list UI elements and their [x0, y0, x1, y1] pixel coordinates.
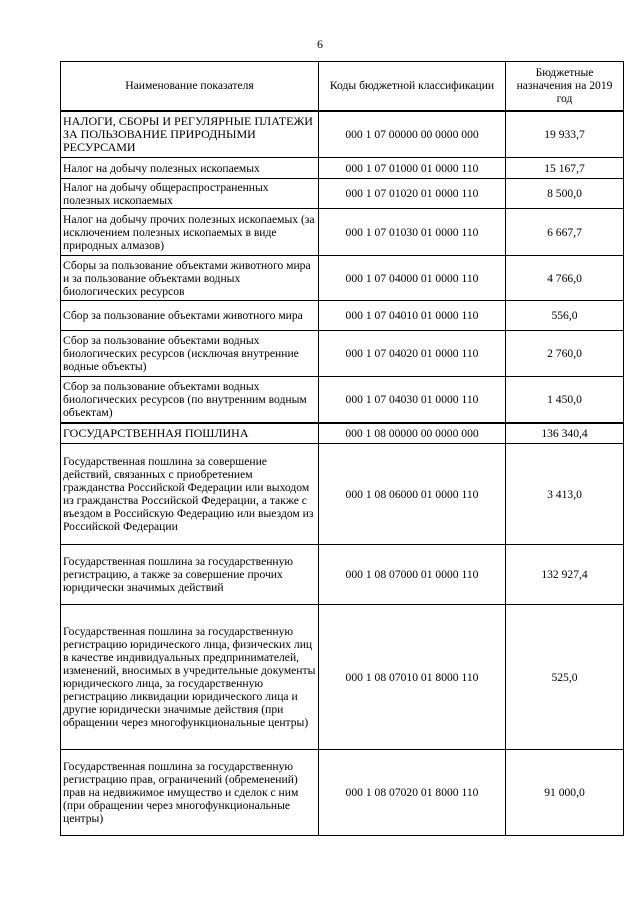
table-row	[61, 158, 624, 179]
row-code: 000 1 08 06000 01 0000 110	[319, 444, 506, 545]
page-number: 6	[317, 37, 323, 51]
row-amount: 525,0	[506, 605, 624, 750]
row-amount: 6 667,7	[506, 209, 624, 256]
row-name: Налог на добычу общераспространенных полезных ископаемых	[61, 179, 319, 209]
row-name: ГОСУДАРСТВЕННАЯ ПОШЛИНА	[61, 423, 319, 444]
row-name: Государственная пошлина за государственную регистрацию прав, ограничений (обременений) прав на недвижимое имущество и сделок с ним (при обращении через многофункциональные центры)	[61, 750, 319, 836]
row-name: Сборы за пользование объектами животного мира и за пользование объектами водных биологических ресурсов	[61, 256, 319, 301]
row-amount: 8 500,0	[506, 179, 624, 209]
row-code: 000 1 08 07020 01 8000 110	[319, 750, 506, 836]
row-amount: 4 766,0	[506, 256, 624, 301]
table-header-row	[61, 62, 624, 111]
row-code: 000 1 07 00000 00 0000 000	[319, 111, 506, 158]
row-code: 000 1 07 01030 01 0000 110	[319, 209, 506, 256]
row-code: 000 1 08 07000 01 0000 110	[319, 545, 506, 605]
row-name: Государственная пошлина за совершение действий, связанных с приобретением гражданства Российской Федерации или выходом из гражданства Российской Федерации, а также с въездом в Российскую Федерацию или выездом из Российской Федерации	[61, 444, 319, 545]
row-code: 000 1 07 04030 01 0000 110	[319, 377, 506, 423]
table-row	[61, 545, 624, 605]
row-amount: 19 933,7	[506, 111, 624, 158]
row-amount: 3 413,0	[506, 444, 624, 545]
row-amount: 136 340,4	[506, 423, 624, 444]
row-amount: 91 000,0	[506, 750, 624, 836]
row-amount: 2 760,0	[506, 331, 624, 377]
row-name: Государственная пошлина за государственную регистрацию, а также за совершение прочих юридически значимых действий	[61, 545, 319, 605]
table-row	[61, 444, 624, 545]
table-row	[61, 301, 624, 331]
header-budget-amount: Бюджетные назначения на 2019 год	[506, 62, 624, 111]
row-name: Сбор за пользование объектами животного мира	[61, 301, 319, 331]
table-row	[61, 331, 624, 377]
row-name: НАЛОГИ, СБОРЫ И РЕГУЛЯРНЫЕ ПЛАТЕЖИ ЗА ПОЛЬЗОВАНИЕ ПРИРОДНЫМИ РЕСУРСАМИ	[61, 111, 319, 158]
row-name: Государственная пошлина за государственную регистрацию юридического лица, физических лиц в качестве индивидуальных предпринимателей, изменений, вносимых в учредительные документы юридического лица, за государственную регистрацию ликвидации юридического лица и другие юридически значимые действия (при обращении через многофункциональные центры)	[61, 605, 319, 750]
row-code: 000 1 07 01000 01 0000 110	[319, 158, 506, 179]
table-row	[61, 209, 624, 256]
row-amount: 132 927,4	[506, 545, 624, 605]
table-row	[61, 111, 624, 158]
row-name: Сбор за пользование объектами водных биологических ресурсов (по внутренним водным объектам)	[61, 377, 319, 423]
table-row	[61, 750, 624, 836]
row-name: Сбор за пользование объектами водных биологических ресурсов (исключая внутренние водные объекты)	[61, 331, 319, 377]
row-code: 000 1 07 01020 01 0000 110	[319, 179, 506, 209]
row-code: 000 1 07 04000 01 0000 110	[319, 256, 506, 301]
row-amount: 15 167,7	[506, 158, 624, 179]
table-row	[61, 256, 624, 301]
row-name: Налог на добычу прочих полезных ископаемых (за исключением полезных ископаемых в виде природных алмазов)	[61, 209, 319, 256]
table-row	[61, 377, 624, 423]
row-code: 000 1 07 04020 01 0000 110	[319, 331, 506, 377]
table-row	[61, 423, 624, 444]
row-code: 000 1 07 04010 01 0000 110	[319, 301, 506, 331]
table-row	[61, 179, 624, 209]
row-amount: 556,0	[506, 301, 624, 331]
row-amount: 1 450,0	[506, 377, 624, 423]
table-row	[61, 605, 624, 750]
row-name: Налог на добычу полезных ископаемых	[61, 158, 319, 179]
row-code: 000 1 08 00000 00 0000 000	[319, 423, 506, 444]
header-budget-code: Коды бюджетной классификации	[319, 62, 506, 111]
budget-table	[60, 61, 624, 836]
header-indicator-name: Наименование показателя	[61, 62, 319, 111]
row-code: 000 1 08 07010 01 8000 110	[319, 605, 506, 750]
